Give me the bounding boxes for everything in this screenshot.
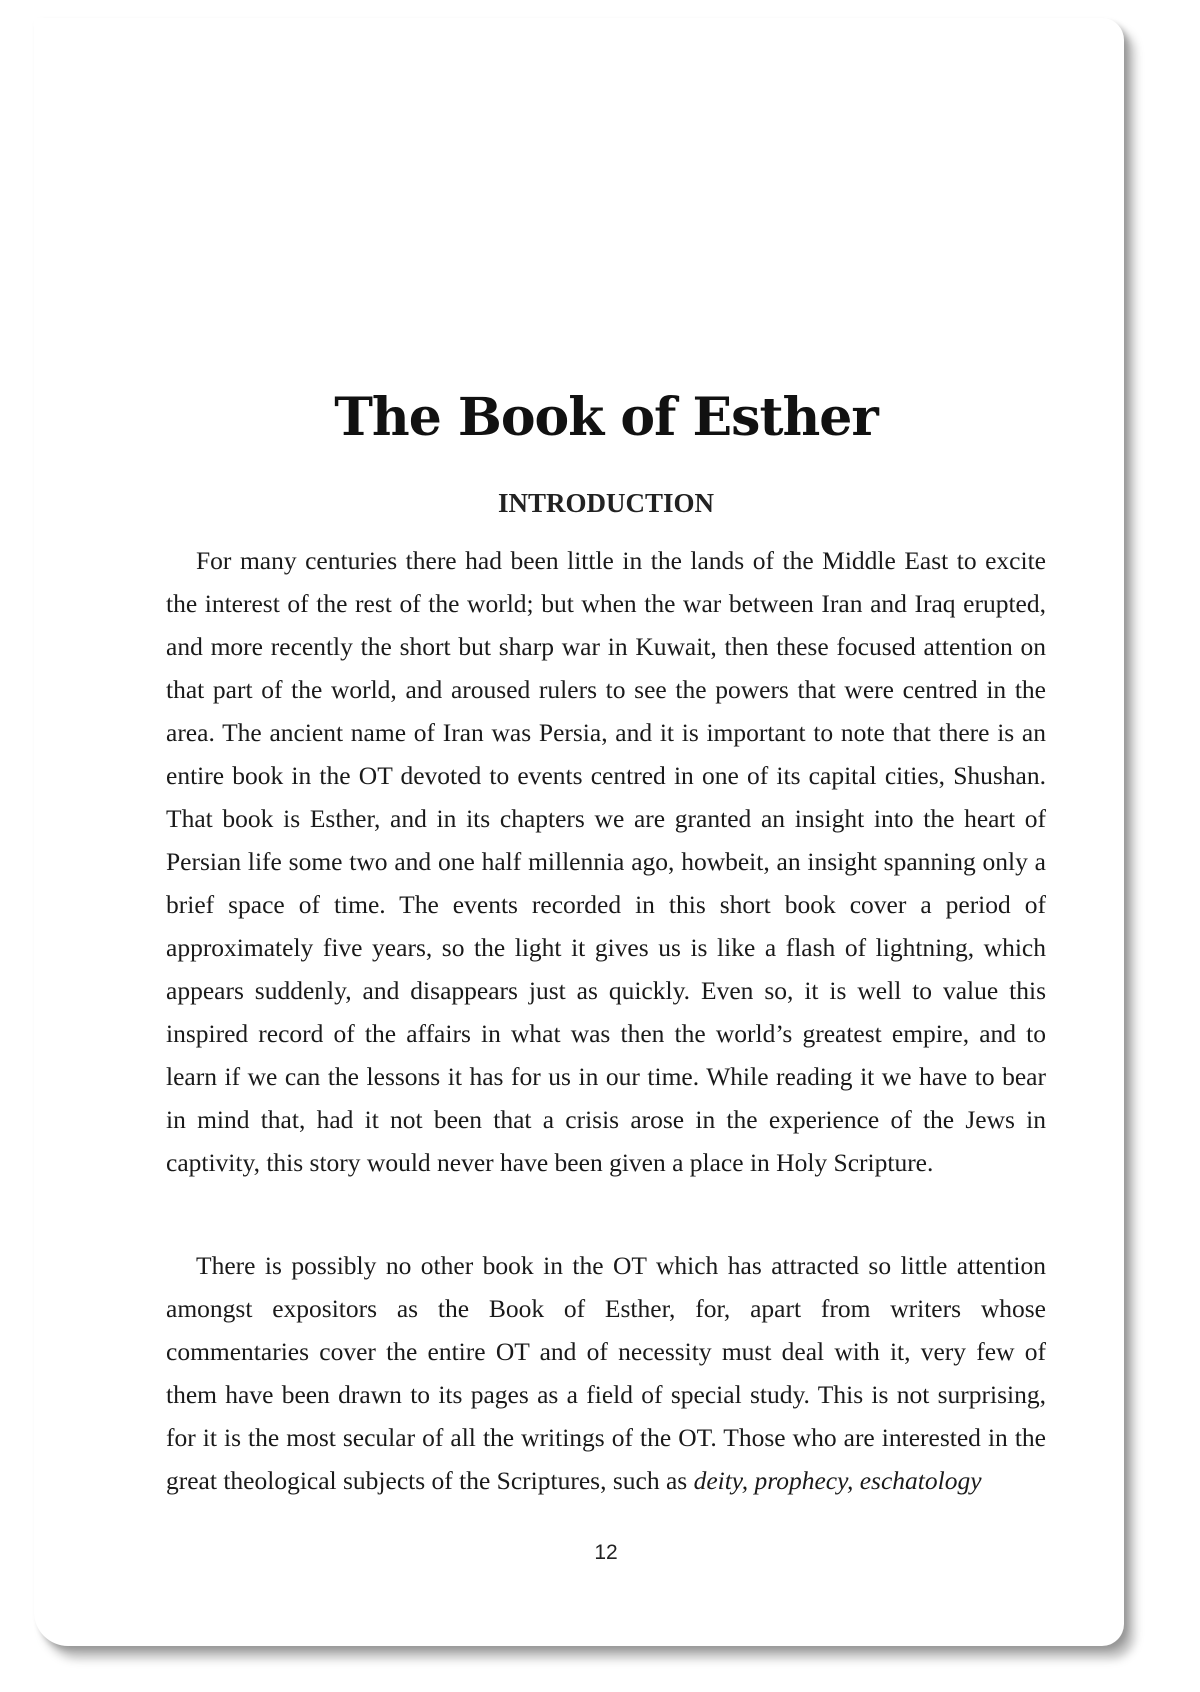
page-number: 12 [594, 1541, 618, 1564]
intro-paragraph-1: For many centuries there had been little in the lands of the Middle East to excite the interest of the rest of the world; but when the war between Iran and Iraq erupted, and more recently the short but sharp war in Kuwait, then these focused attention on that part of the world, and aroused rulers to see the powers that were centred in the area. The ancient name of Iran was Persia, and it is important to note that there is an entire book in the OT devoted to events centred in one of its capital cities, Shushan. That book is Esther, and in its chapters we are granted an insight into the heart of Persian life some two and one half millennia ago, howbeit, an insight spanning only a brief space of time. The events recorded in this short book cover a period of approximately five years, so the light it gives us is like a flash of lightning, which appears suddenly, and disappears just as quickly. Even so, it is well to value this inspired record of the affairs in what was then the world’s greatest empire, and to learn if we can the lessons it has for us in our time. While reading it we have to bear in mind that, had it not been that a crisis arose in the experience of the Jews in captivity, this story would never have been given a place in Holy Scripture. [166, 546, 1046, 1177]
book-page [34, 18, 1124, 1646]
paragraph-2-text: There is possibly no other book in the OT which has attracted so little attention amongst expositors as the Book of Esther, for, apart from writers whose commentaries cover the entire OT and of necessity must deal with it, very few of them have been drawn to its pages as a field of special study. This is not surprising, for it is the most secular of all the writings of the OT. Those who are interested in the great theological subjects of the Scriptures, such as [166, 1251, 1046, 1495]
intro-paragraph-2 [166, 1244, 1046, 1502]
paragraph-2-italic-terms: deity, prophecy, eschatology [693, 1466, 982, 1495]
book-title: The Book of Esther [334, 387, 878, 448]
section-heading: INTRODUCTION [497, 488, 715, 518]
